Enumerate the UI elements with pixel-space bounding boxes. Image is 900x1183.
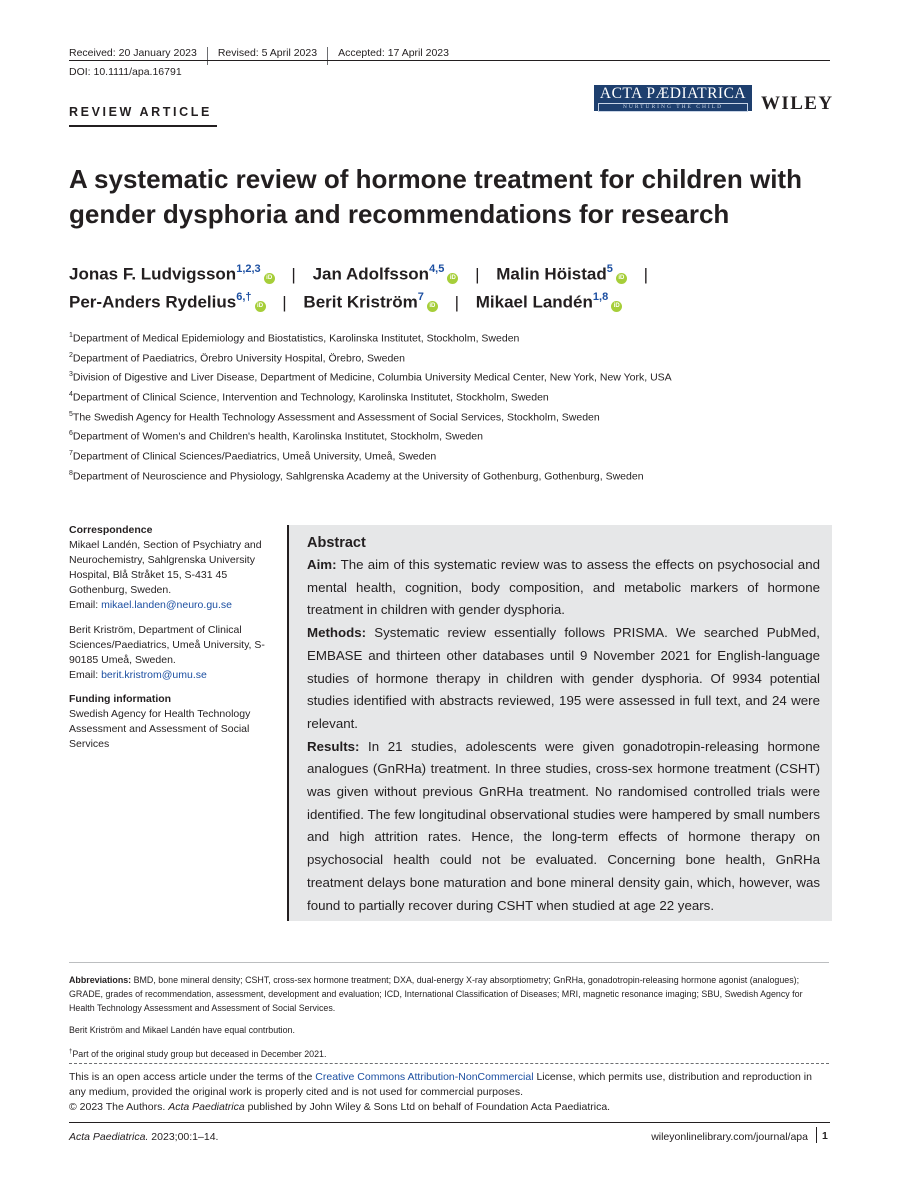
footer-divider (816, 1127, 817, 1143)
copyright-text: © 2023 The Authors. (69, 1101, 169, 1113)
affiliation-text: Department of Medical Epidemiology and Biostatistics, Karolinska Institutet, Stockholm, Sweden (72, 332, 520, 345)
orcid-icon[interactable]: iD (255, 301, 266, 312)
author-name[interactable]: Per-Anders Rydelius (69, 292, 237, 312)
author-separator: | (291, 264, 296, 284)
article-type-underline (69, 125, 217, 127)
aim-text: The aim of this systematic review was to assess the effects on psychosocial and mental health, cognition, body composition, and metabolic markers of hormone treatment in children with gender dysphoria. (307, 557, 820, 618)
license-text: This is an open access article under the terms of the (69, 1071, 316, 1083)
affiliation-text: The Swedish Agency for Health Technology Assessment and Assessment of Social Services, Stockholm, Sweden (72, 411, 600, 424)
abstract-methods (307, 622, 820, 736)
email-label: Email: (69, 599, 102, 612)
author-name[interactable]: Mikael Landén (475, 292, 593, 312)
author-line-1 (69, 264, 660, 285)
copyright-journal: Acta Paediatrica (168, 1101, 245, 1113)
journal-logo-tagline: NURTURING THE CHILD (598, 103, 748, 112)
affiliation-number: 7 (69, 450, 73, 458)
author-affiliation-marks[interactable]: 7 (417, 291, 424, 303)
affiliation-item (69, 391, 672, 411)
orcid-icon[interactable]: iD (447, 273, 458, 284)
footnote-rule (69, 962, 829, 963)
correspondence-contact (69, 538, 274, 613)
revised-date: Revised: 5 April 2023 (217, 47, 318, 59)
abbreviations-label: Abbreviations: (69, 975, 132, 985)
email-link[interactable]: mikael.landen@neuro.gu.se (101, 599, 233, 612)
equal-contribution-note: Berit Kriström and Mikael Landén have equal contrbution. (69, 1025, 295, 1035)
results-label: Results: (307, 738, 360, 754)
affiliation-number: 8 (69, 469, 73, 477)
license-notice (69, 1070, 830, 1115)
publisher-logo[interactable]: WILEY (761, 93, 834, 114)
abstract-results (307, 736, 820, 918)
affiliation-item (69, 430, 672, 450)
affiliation-item (69, 332, 672, 352)
methods-text: Systematic review essentially follows PRISMA. We searched PubMed, EMBASE and thirteen other databases until 9 November 2021 for English-language studies of hormone therapy in children with gender dysphoria. Of 9934 potential studies identified with abstracts reviewed, 195 were assessed in full text, and 24 were relevant. (307, 625, 820, 731)
funding-text: Swedish Agency for Health Technology Assessment and Assessment of Social Services (69, 708, 251, 751)
abbreviations-text: BMD, bone mineral density; CSHT, cross-sex hormone treatment; DXA, dual-energy X-ray absorptiometry; GnRHa, gonadotropin-releasing hormone agonist (analogues); GRADE, grades of recommendation, assessment, development and evaluation; ICD, International Classification of Diseases; MRI, magnetic resonance imaging; SBU, Swedish Agency for Health Technology Assessment and Assessment of Social Services. (69, 975, 803, 1013)
orcid-icon[interactable]: iD (427, 301, 438, 312)
affiliation-number: 1 (69, 332, 73, 339)
abstract (307, 532, 820, 917)
orcid-icon[interactable]: iD (616, 273, 627, 284)
deceased-text: Part of the original study group but deceased in December 2021. (72, 1048, 327, 1059)
orcid-icon[interactable]: iD (264, 273, 275, 284)
author-separator: | (282, 292, 287, 312)
contact-address: Berit Kriström, Department of Clinical Sciences/Paediatrics, Umeå University, S-90185 Umeå, Sweden. (69, 623, 265, 666)
author-separator: | (454, 292, 460, 312)
affiliation-number: 3 (69, 371, 73, 379)
abstract-aim (307, 554, 820, 622)
affiliation-text: Division of Digestive and Liver Disease, Department of Medicine, Columbia University Medical Center, New York, New York, USA (72, 371, 672, 384)
affiliation-number: 4 (69, 391, 73, 399)
accepted-date: Accepted: 17 April 2023 (338, 47, 449, 59)
correspondence-contact (69, 623, 274, 683)
email-label: Email: (69, 668, 102, 681)
affiliation-text: Department of Neuroscience and Physiology, Sahlgrenska Academy at the University of Gothenburg, Gothenburg, Sweden (72, 470, 644, 483)
author-affiliation-marks[interactable]: 4,5 (429, 263, 445, 275)
license-text: License, which permits use, distribution and reproduction in any medium, provided the original work is properly cited and is not used for commercial purposes. (69, 1071, 812, 1098)
license-divider (69, 1063, 829, 1064)
affiliation-item (69, 411, 672, 431)
author-name[interactable]: Jonas F. Ludvigsson (69, 264, 237, 284)
footer-journal: Acta Paediatrica. (69, 1131, 149, 1143)
correspondence-heading: Correspondence (69, 524, 153, 536)
affiliation-number: 5 (69, 410, 73, 418)
journal-url[interactable]: wileyonlinelibrary.com/journal/apa (651, 1131, 808, 1143)
doi[interactable]: DOI: 10.1111/apa.16791 (69, 66, 182, 78)
author-affiliation-marks[interactable]: 1,2,3 (236, 263, 261, 275)
email-link[interactable]: berit.kristrom@umu.se (101, 668, 207, 681)
aim-label: Aim: (307, 557, 337, 572)
affiliation-text: Department of Women's and Children's health, Karolinska Institutet, Stockholm, Sweden (72, 430, 483, 443)
footer-citation (69, 1131, 218, 1143)
page-number: 1 (822, 1130, 828, 1142)
copyright-text: published by John Wiley & Sons Ltd on behalf of Foundation Acta Paediatrica. (244, 1101, 611, 1113)
correspondence-column (69, 523, 274, 761)
affiliation-item (69, 352, 672, 372)
methods-label: Methods: (307, 625, 367, 641)
results-text: In 21 studies, adolescents were given gonadotropin-releasing hormone analogues (GnRHa) treatment. In three studies, cross-sex hormone treatment (CSHT) was given without previous GnRHa treatment. No randomised controlled trials were identified. The few longitudinal observational studies were hampered by small numbers and high attrition rates. Hence, the long-term effects of hormone therapy on psychosocial health could not be evaluated. Concerning bone health, GnRHa treatment delays bone maturation and bone mineral density gain, which, however, was found to partially recover during CSHT when studied at age 22 years. (307, 738, 820, 913)
deceased-note (69, 1045, 830, 1061)
license-link[interactable]: Creative Commons Attribution-NonCommercial (315, 1071, 534, 1083)
affiliations (69, 332, 672, 490)
abstract-heading: Abstract (307, 535, 366, 551)
date-divider (207, 47, 208, 65)
received-date: Received: 20 January 2023 (69, 47, 197, 59)
affiliation-item (69, 450, 672, 470)
author-affiliation-marks[interactable]: 1,8 (592, 291, 609, 303)
affiliation-number: 2 (69, 351, 73, 359)
funding-heading: Funding information (69, 692, 172, 705)
affiliation-number: 6 (69, 430, 73, 438)
footer-rule (69, 1122, 830, 1123)
orcid-icon[interactable]: iD (611, 301, 622, 312)
author-line-2 (69, 292, 622, 313)
contact-address: Mikael Landén, Section of Psychiatry and Neurochemistry, Sahlgrenska University Hospital, Blå Stråket 15, S-431 45 Gothenburg, Sweden. (69, 539, 262, 597)
header-rule (69, 60, 830, 61)
affiliation-text: Department of Clinical Science, Intervention and Technology, Karolinska Institutet, Stockholm, Sweden (72, 391, 549, 404)
article-title: A systematic review of hormone treatment for children with gender dysphoria and recommendations for research (69, 164, 802, 229)
dagger-mark: † (69, 1049, 73, 1055)
abbreviations (69, 973, 830, 1015)
affiliation-text: Department of Paediatrics, Örebro University Hospital, Örebro, Sweden (72, 352, 405, 365)
author-separator: | (643, 264, 649, 284)
journal-logo[interactable] (594, 85, 752, 111)
author-separator: | (475, 264, 480, 284)
footer-volume: 2023;00:1–14. (148, 1131, 219, 1143)
author-name[interactable]: Malin Höistad (496, 264, 607, 284)
author-name[interactable]: Jan Adolfsson (312, 264, 430, 284)
footnotes (69, 973, 830, 1069)
affiliation-item (69, 470, 672, 490)
author-affiliation-marks[interactable]: 5 (606, 263, 613, 275)
journal-logo-name: ACTA PÆDIATRICA (599, 85, 747, 102)
author-affiliation-marks[interactable]: 6,† (236, 291, 252, 303)
affiliation-item (69, 371, 672, 391)
date-divider (327, 47, 328, 65)
article-type: REVIEW ARTICLE (69, 105, 212, 119)
author-name[interactable]: Berit Kriström (303, 292, 418, 312)
affiliation-text: Department of Clinical Sciences/Paediatrics, Umeå University, Umeå, Sweden (72, 450, 437, 463)
